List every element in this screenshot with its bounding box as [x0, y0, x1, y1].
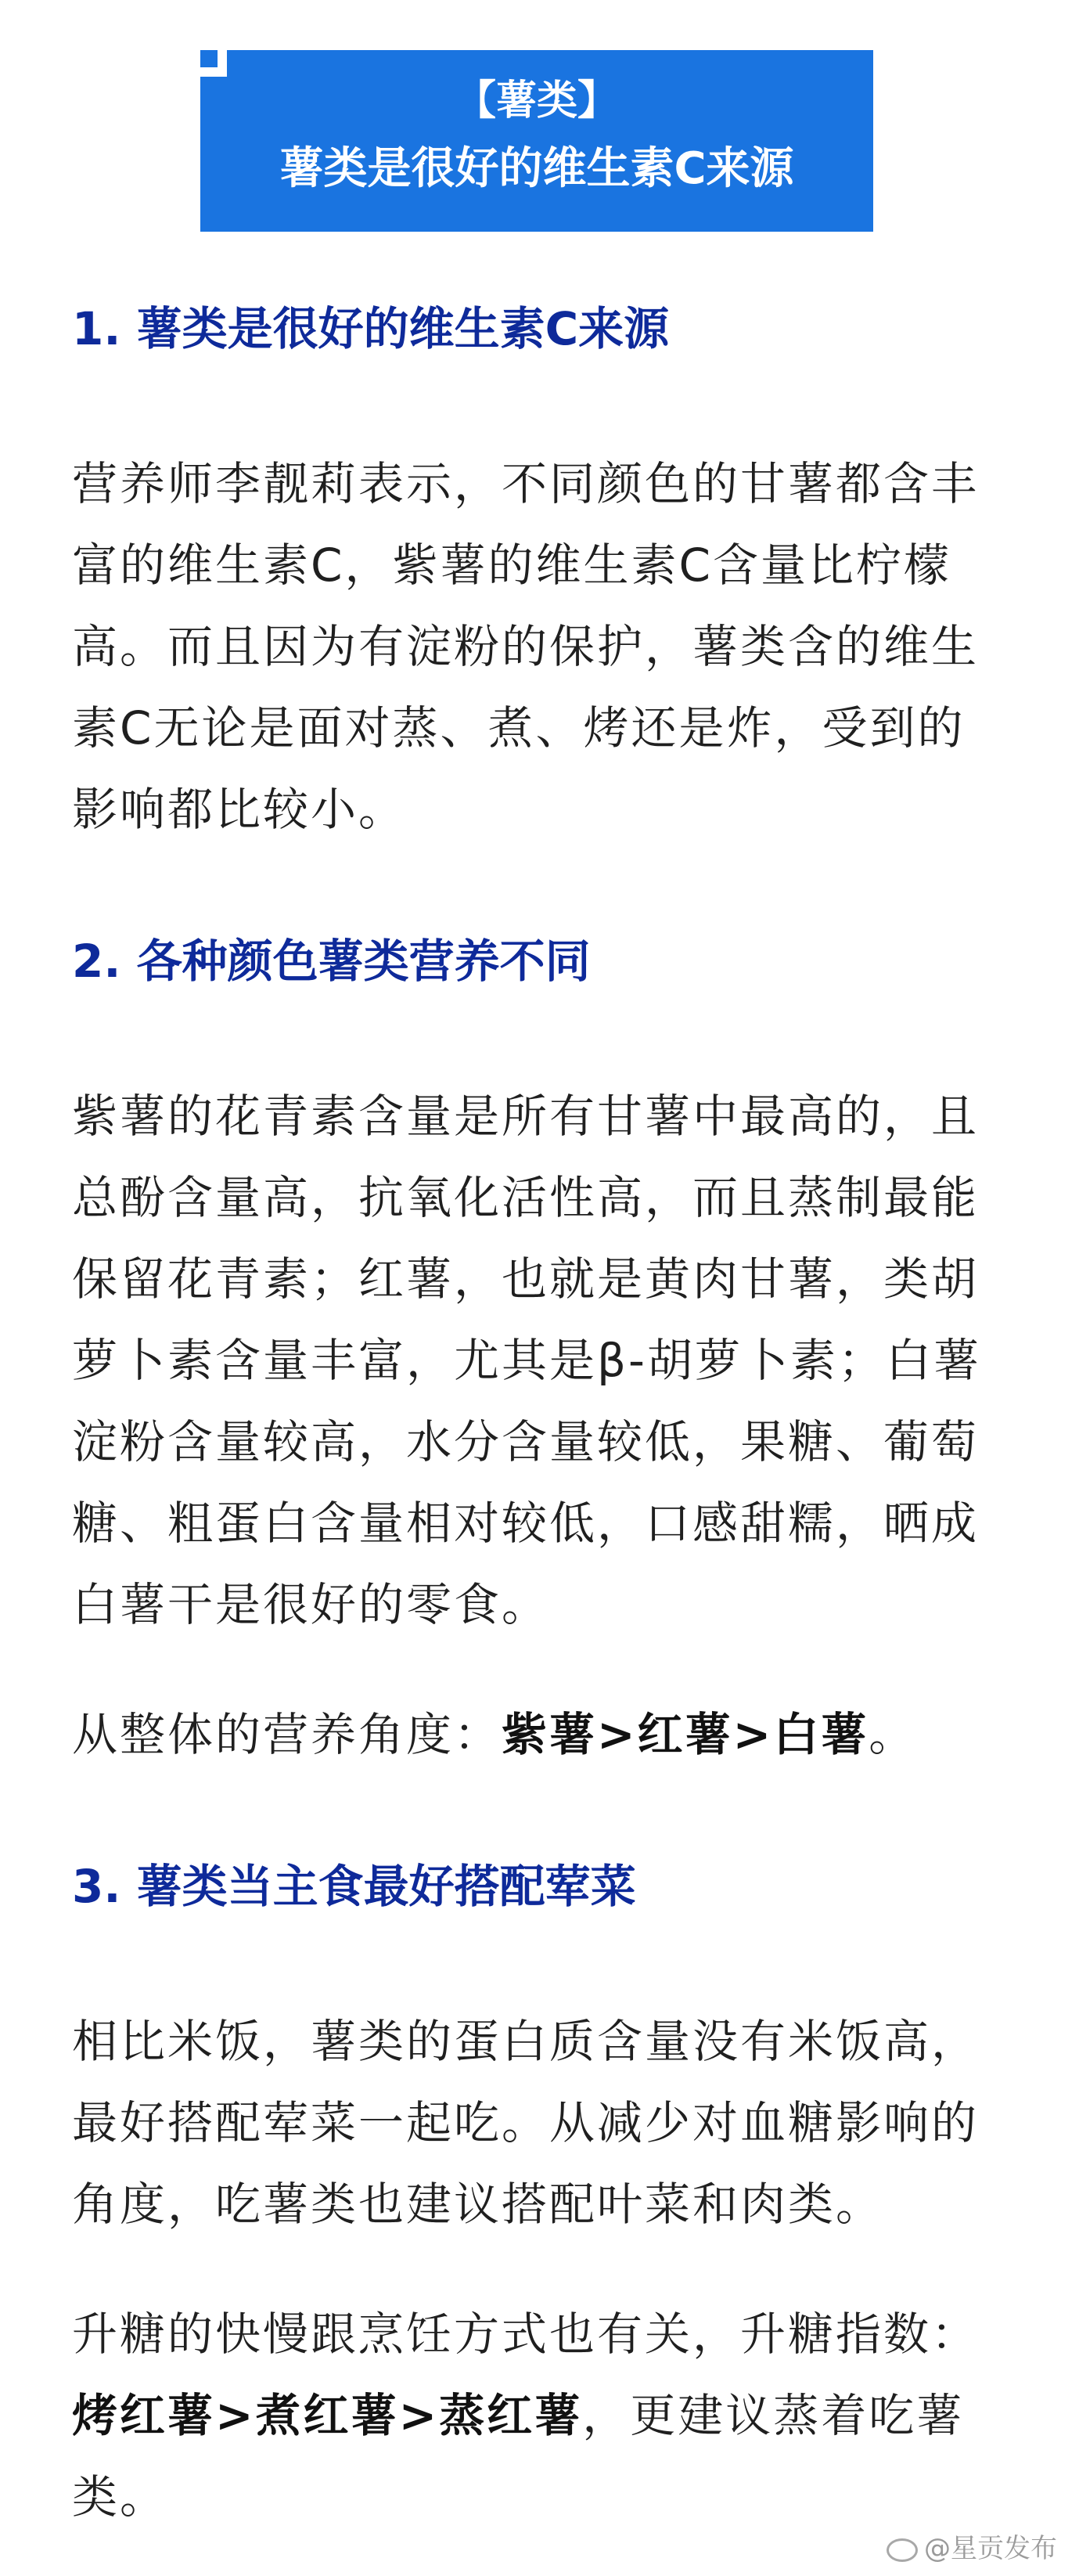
summary-suffix: 。 — [869, 1708, 917, 1761]
summary-prefix: 从整体的营养角度： — [72, 1708, 502, 1761]
section-paragraph-1: 营养师李靓莉表示，不同颜色的甘薯都含丰富的维生素C，紫薯的维生素C含量比柠檬高。而且因为有淀粉的保护，薯类含的维生素C无论是面对蒸、煮、烤还是炸，受到的影响都比较小。 — [72, 457, 980, 836]
article-body — [72, 297, 1011, 2538]
section-heading-1: 1. 薯类是很好的维生素C来源 — [72, 302, 670, 355]
section-heading-3: 3. 薯类当主食最好搭配荤菜 — [72, 1860, 636, 1913]
weibo-icon — [887, 2538, 918, 2562]
section-paragraph-2: 紫薯的花青素含量是所有甘薯中最高的，且总酚含量高，抗氧化活性高，而且蒸制最能保留花青素；红薯，也就是黄肉甘薯，类胡萝卜素含量丰富，尤其是β-胡萝卜素；白薯淀粉含量较高，水分含量较低，果糖、葡萄糖、粗蛋白含量相对较低，口感甜糯，晒成白薯干是很好的零食。 — [72, 1090, 981, 1631]
banner-corner-decoration — [200, 50, 227, 77]
section-paragraph-3: 相比米饭，薯类的蛋白质含量没有米饭高，最好搭配荤菜一起吃。从减少对血糖影响的角度，吃薯类也建议搭配叶菜和肉类。 — [72, 2015, 980, 2231]
glycemic-suffix: ，更建议蒸着吃薯类。 — [72, 2389, 965, 2524]
section-heading-2: 2. 各种颜色薯类营养不同 — [72, 935, 591, 988]
glycemic-prefix: 升糖的快慢跟烹饪方式也有关，升糖指数： — [72, 2308, 980, 2361]
banner-title: 薯类是很好的维生素C来源 — [279, 143, 794, 194]
title-banner — [200, 50, 873, 232]
glycemic-ranking: 烤红薯>煮红薯>蒸红薯 — [72, 2389, 583, 2442]
summary-ranking: 紫薯>红薯>白薯 — [502, 1708, 869, 1761]
watermark — [887, 2527, 1057, 2565]
banner-tag: 【薯类】 — [455, 77, 618, 124]
summary-line — [72, 1694, 1011, 1775]
glycemic-paragraph — [72, 2293, 1011, 2538]
watermark-text: @星贡发布 — [924, 2533, 1057, 2564]
